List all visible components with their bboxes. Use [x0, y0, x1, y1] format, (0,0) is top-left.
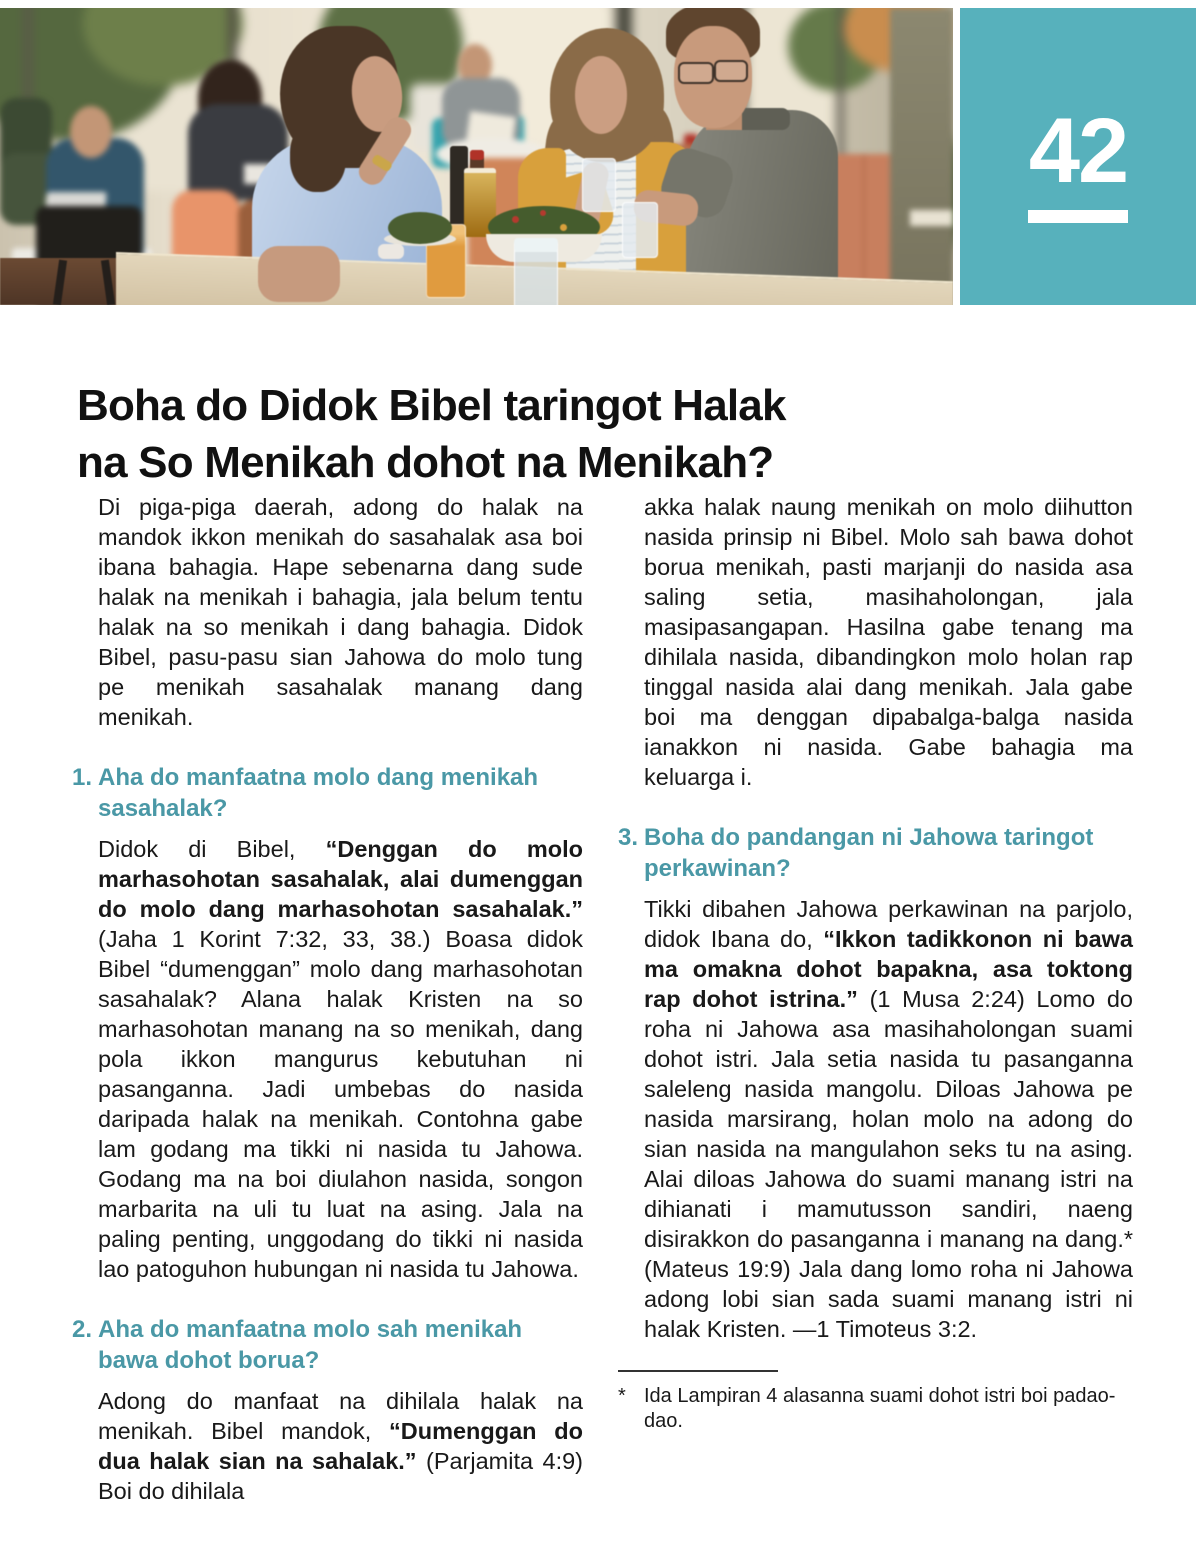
page-header: [0, 8, 1200, 305]
photo-foreground: [0, 8, 953, 305]
column-left: [72, 492, 583, 1506]
answer-1-paragraph: Didok di Bibel, “Denggan do molo marhasohotan sasahalak, alai dumenggan do molo dang marhasohotan sasahalak.” (Jaha 1 Korint 7:32, 33, 38.) Boasa didok Bibel “dumenggan” molo dang marhasohotan sasahalak? Alana halak Kristen na so marhasohotan manang na so menikah, dang pola ikkon mangurus kebutuhan ni pasanganna. Jadi umbebas do nasida daripada halak na menikah. Contohna gabe lam godang ma tikki ni nasida tu Jahowa. Godang ma na boi diulahon nasida, songon marbarita na uli tu luat na asing. Jala na paling penting, unggodang do tikki ni nasida lao patoguhon hubungan ni nasida tu Jahowa.: [98, 836, 583, 1282]
photo-eyeglasses: [714, 60, 748, 82]
lesson-number-underline: [1028, 210, 1128, 223]
question-1-text: Aha do manfaatna molo dang menikah sasahalak?: [98, 764, 539, 822]
photo-drinking-glass: [582, 158, 616, 212]
header-divider: [953, 8, 960, 305]
photo-woman-left-arm: [258, 246, 340, 302]
question-1-number: 1.: [72, 764, 93, 791]
photo-water-glass: [622, 202, 658, 258]
intro-paragraph: Di piga-piga daerah, adong do halak na mandok ikkon menikah do sasahalak asa boi ibana bahagia. Hape sebenarna dang sude halak na menikah i bahagia, jala belum tentu halak na so menikah i dang bahagia. Didok Bibel, pasu-pasu sian Jahowa do molo tung pe menikah sasahalak manang dang menikah.: [98, 494, 583, 730]
photo-salad-topping: [560, 224, 567, 231]
photo-salad-tomato: [540, 210, 546, 216]
footnote-marker: *: [618, 1385, 626, 1407]
photo-woman-center-face: [575, 56, 627, 134]
photo-woman-left-hair: [290, 120, 346, 192]
question-3-heading: [618, 822, 1133, 884]
header-photo: [0, 8, 953, 305]
photo-water-glass: [514, 238, 558, 305]
question-2-number: 2.: [72, 1316, 93, 1343]
photo-bracelet: [378, 244, 404, 259]
question-2-heading: [72, 1314, 583, 1376]
photo-eyeglasses: [678, 62, 714, 84]
page-title: [77, 377, 1127, 491]
footnote-text: Ida Lampiran 4 alasanna suami dohot istri boi padao-dao.: [644, 1385, 1116, 1432]
footnote: [618, 1384, 1133, 1434]
page-title-line-1: Boha do Didok Bibel taringot Halak: [77, 381, 786, 431]
question-2-text: Aha do manfaatna molo sah menikah bawa dohot borua?: [98, 1316, 523, 1374]
question-3-text: Boha do pandangan ni Jahowa taringot perkawinan?: [644, 824, 1094, 882]
answer-2-paragraph-start: Adong do manfaat na dihilala halak na menikah. Bibel mandok, “Dumenggan do dua halak sian na sahalak.” (Parjamita 4:9) Boi do dihilala: [98, 1388, 583, 1504]
column-right: [618, 492, 1133, 1506]
article-columns: [72, 492, 1133, 1506]
page-title-line-2: na So Menikah dohot na Menikah?: [77, 438, 774, 488]
lesson-number: 42: [1028, 100, 1128, 203]
photo-salad: [388, 212, 452, 244]
footnote-divider: [618, 1370, 778, 1372]
answer-3-paragraph: Tikki dibahen Jahowa perkawinan na parjolo, didok Ibana do, “Ikkon tadikkonon ni bawa ma omakna dohot bapakna, asa toktong rap dohot istrina.” (1 Musa 2:24) Lomo do roha ni Jahowa asa masihaholongan suami dohot istri. Jala setia nasida tu pasanganna saleleng nasida mangolu. Diloas Jahowa pe nasida marsirang, holan molo na adong do sian nasida na mangulahon seks tu na asing. Alai diloas Jahowa do suami manang istri na dihianati i mamutusson sandiri, naeng disirakkon do pasanganna i manang na dang.* (Mateus 19:9) Jala dang lomo roha ni Jahowa adong lobi sian sada suami manang istri ni halak Kristen. —1 Timoteus 3:2.: [644, 896, 1133, 1342]
question-1-heading: [72, 762, 583, 824]
answer-2-paragraph-continued: akka halak naung menikah on molo diihutton nasida prinsip ni Bibel. Molo sah bawa dohot borua menikah, pasti marjanji do nasida asa saling setia, masihaholongan, jala masipasangapan. Hasilna gabe tenang ma dihilala nasida, dibandingkon molo holan rap tinggal nasida alai dang menikah. Jala gabe boi ma denggan dipabalga-balga nasida ianakkon ni nasida. Gabe bahagia ma keluarga i.: [644, 494, 1133, 790]
photo-salad-tomato: [512, 216, 519, 223]
lesson-number-badge: [960, 8, 1196, 305]
question-3-number: 3.: [618, 824, 639, 851]
